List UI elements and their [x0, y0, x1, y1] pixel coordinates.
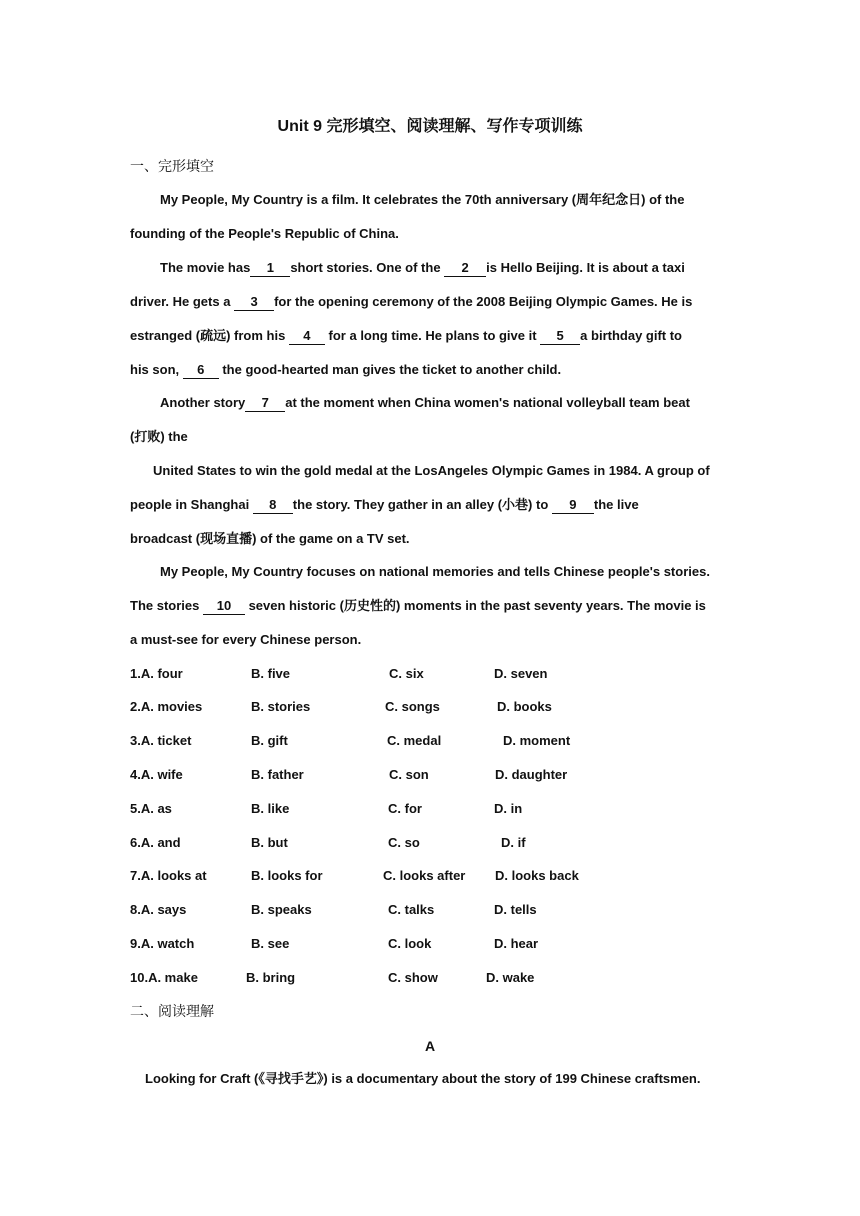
option-a: 6.A. and [130, 835, 181, 850]
paragraph-line: founding of the People's Republic of China. [130, 226, 399, 241]
blank-6: 6 [183, 362, 219, 379]
option-c: C. six [389, 666, 424, 681]
paragraph-line: The movie has 1 short stories. One of the 2 is Hello Beijing. It is about a taxi [160, 260, 685, 275]
option-a: 8.A. says [130, 902, 187, 917]
paragraph-line: his son, 6 the good-hearted man gives the ticket to another child. [130, 362, 562, 377]
question-options-5 [130, 799, 730, 819]
option-b: B. father [251, 767, 304, 782]
question-options-1 [130, 664, 730, 684]
option-b: B. bring [246, 970, 296, 985]
blank-10: 10 [203, 598, 245, 615]
blank-1: 1 [250, 260, 290, 277]
paragraph-line: United States to win the gold medal at the LosAngeles Olympic Games in 1984. A group of [153, 463, 710, 478]
blank-9: 9 [552, 497, 594, 514]
paragraph-line: My People, My Country is a film. It celebrates the 70th anniversary (周年纪念日) of the [160, 192, 685, 207]
option-c: C. show [388, 970, 438, 985]
option-d: D. books [497, 699, 552, 714]
option-a: 10.A. make [130, 970, 198, 985]
option-d: D. if [501, 835, 526, 850]
option-b: B. looks for [251, 868, 323, 883]
option-b: B. gift [251, 733, 288, 748]
option-d: D. seven [494, 666, 548, 681]
option-d: D. hear [494, 936, 539, 951]
paragraph-line: driver. He gets a 3 for the opening ceremony of the 2008 Beijing Olympic Games. He is [130, 294, 693, 309]
option-b: B. speaks [251, 902, 312, 917]
option-b: B. stories [251, 699, 311, 714]
blank-8: 8 [253, 497, 293, 514]
option-a: 4.A. wife [130, 767, 183, 782]
option-b: B. see [251, 936, 290, 951]
option-d: D. moment [503, 733, 571, 748]
section-heading-cloze: 一、完形填空 [130, 158, 214, 174]
question-options-3 [130, 731, 730, 751]
page-title: Unit 9 完形填空、阅读理解、写作专项训练 [277, 118, 583, 135]
option-d: D. in [494, 801, 523, 816]
option-c: C. songs [385, 699, 440, 714]
paragraph-line: estranged (疏远) from his 4 for a long time. He plans to give it 5 a birthday gift to [130, 328, 683, 343]
question-options-10 [130, 968, 730, 988]
blank-7: 7 [245, 395, 285, 412]
option-a: 9.A. watch [130, 936, 195, 951]
option-d: D. tells [494, 902, 537, 917]
option-a: 5.A. as [130, 801, 172, 816]
question-options-2 [130, 697, 730, 717]
paragraph-line: people in Shanghai 8 the story. They gather in an alley (小巷) to 9 the live [130, 497, 639, 512]
paragraph-line: broadcast (现场直播) of the game on a TV set. [130, 531, 410, 546]
option-c: C. son [389, 767, 429, 782]
option-c: C. talks [388, 902, 435, 917]
option-d: D. looks back [495, 868, 579, 883]
question-options-6 [130, 833, 730, 853]
option-a: 2.A. movies [130, 699, 203, 714]
option-c: C. for [388, 801, 422, 816]
option-d: D. daughter [495, 767, 568, 782]
question-options-9 [130, 934, 730, 954]
option-c: C. medal [387, 733, 442, 748]
paragraph-line: The stories 10 seven historic (历史性的) moments in the past seventy years. The movie is [130, 598, 706, 613]
paragraph-line: (打败) the [130, 429, 188, 444]
option-a: 1.A. four [130, 666, 183, 681]
option-c: C. looks after [383, 868, 466, 883]
option-a: 7.A. looks at [130, 868, 207, 883]
passage-label: A [424, 1038, 436, 1054]
blank-3: 3 [234, 294, 274, 311]
question-options-7 [130, 866, 730, 886]
option-d: D. wake [486, 970, 535, 985]
question-options-8 [130, 900, 730, 920]
blank-2: 2 [444, 260, 486, 277]
option-c: C. look [388, 936, 432, 951]
blank-5: 5 [540, 328, 580, 345]
option-c: C. so [388, 835, 420, 850]
option-b: B. five [251, 666, 291, 681]
blank-4: 4 [289, 328, 325, 345]
paragraph-line: Another story 7 at the moment when China women's national volleyball team beat [160, 395, 690, 410]
question-options-4 [130, 765, 730, 785]
section-heading-reading: 二、阅读理解 [130, 1003, 214, 1019]
option-a: 3.A. ticket [130, 733, 192, 748]
option-b: B. like [251, 801, 290, 816]
paragraph-line: My People, My Country focuses on national memories and tells Chinese people's stories. [160, 564, 710, 579]
paragraph-line: a must-see for every Chinese person. [130, 632, 362, 647]
paragraph-line: Looking for Craft (《寻找手艺》) is a documentary about the story of 199 Chinese craftsmen. [145, 1071, 701, 1086]
option-b: B. but [251, 835, 288, 850]
